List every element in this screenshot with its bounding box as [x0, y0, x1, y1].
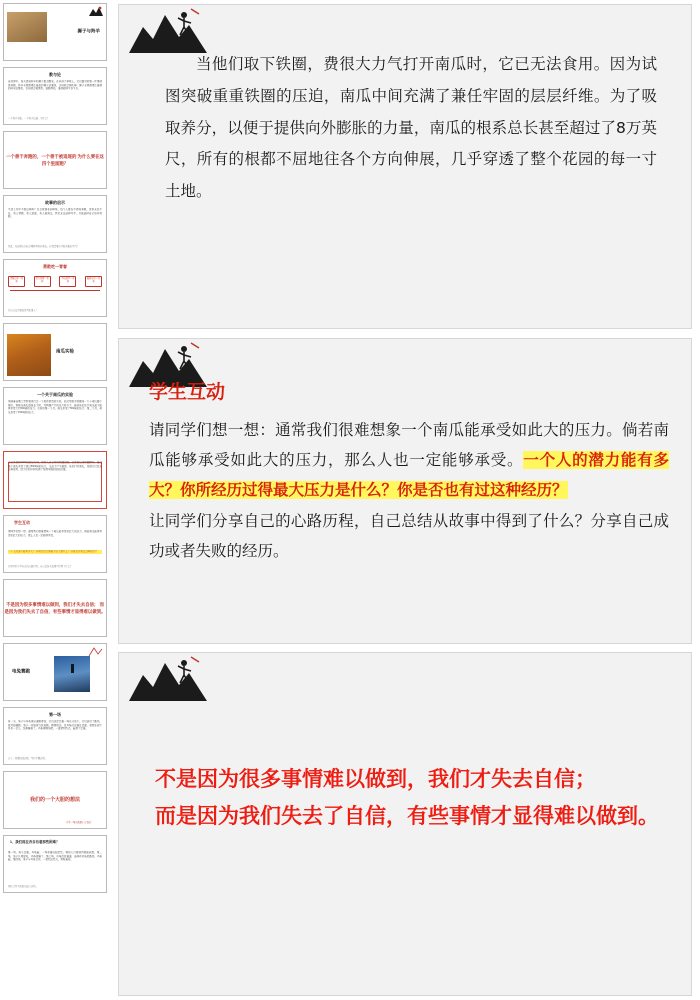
chip: 不负韶华一青春 — [59, 276, 76, 287]
list-item-title: 教与论 — [49, 72, 61, 77]
summit-photo-icon — [54, 656, 90, 692]
chip: 努力拼搏一青春 — [34, 276, 51, 287]
list-item-title: 一个关于南瓜的实验 — [37, 392, 73, 397]
list-item-body: 当它承受到2000磅的压力时，研究人员必须对铁圈加固，以免南瓜将铁圈撑开。最后整个南瓜承受了超过5000磅的压力，瓜皮才产生破裂。他们打开南瓜，发现它已经无法再食用，因为它的中间充满了坚韧牢固的层层纤维。 — [8, 461, 102, 472]
slide-thumbnail-rail[interactable] — [0, 0, 110, 1000]
list-item-title: 勇敢吃一青春 — [43, 264, 67, 269]
list-item[interactable] — [3, 515, 107, 573]
list-item-footer: 团队合作才能创造最大价值。 — [8, 885, 38, 888]
decoration-icon — [88, 5, 104, 17]
list-item-footer: 启示：骄傲轻敌必败，坚持不懈必胜。 — [8, 757, 48, 760]
slide-panel-3[interactable] — [118, 652, 692, 996]
slide-panel-1[interactable] — [118, 4, 692, 329]
list-item-body: 美国麻省理工学院曾进行过一个很有意思的实验，他们用很多铁圈将一个小南瓜整个箍住，观察当南瓜逐渐长大时，对铁圈产生的压力有多大。最初他们估计南瓜最大能够承受大约500磅的压力。实验的第一个月，南瓜承受了500磅的压力；第二个月，南瓜承受了1500磅的压力。 — [8, 400, 102, 414]
list-item-text: 我们的一个大胆的想法 — [29, 797, 80, 803]
list-item-body: 请同学们想一想：通常我们很难想象一个南瓜能承受如此大的压力。倘若南瓜能够承受如此大的压力，那么人也一定能够承受。 — [8, 530, 102, 537]
slide-panel-2[interactable] — [118, 338, 692, 644]
slide-highlighted-question: 一个人的潜力能有多大？你所经历过得最大压力是什么？你是否也有过这种经历？ — [149, 451, 669, 500]
list-item-footer: 让自己变得更加优秀和强大！ — [8, 309, 38, 312]
list-item-text: 不是因为很多事情难以做到，我们才失去自信； 而是因为我们失去了自信，有些事情才显得难以做到。 — [4, 601, 106, 614]
pumpkin-photo-icon — [7, 334, 51, 376]
list-item[interactable] — [3, 707, 107, 765]
slide-title: 学生互动 — [149, 381, 226, 403]
list-item[interactable] — [3, 771, 107, 829]
list-item-title: 学生互动 — [14, 520, 30, 525]
divider — [10, 290, 100, 291]
list-item-text: 一个善于奔跑的，一个善于被追逐的 为什么要在这四个里面跑？ — [6, 153, 104, 166]
list-item-body: 生活工作中不是这样吗？社会就像非洲草原，每个人都在不停地奔跑。竞争无处不在，有人领跑，有人追逐，有人被淘汰。我们无法选择对手，只能选择自己如何奔跑。 — [8, 208, 102, 219]
list-item[interactable] — [3, 195, 107, 253]
slide-line-2: 而是因为我们失去了自信，有些事情才显得难以做到。 — [155, 803, 659, 828]
decoration-icon — [88, 645, 104, 657]
slide-body-text: 当他们取下铁圈，费很大力气打开南瓜时，它已无法食用。因为试图突破重重铁圈的压迫，南瓜中间充满了兼任牢固的层层纤维。为了吸取养分，以便于提供向外膨胀的力量，南瓜的根系总长甚至超过了8万英尺，所有的根都不屈地往各个方向伸展，几乎穿透了整个花园的每一寸土地。 — [165, 55, 657, 201]
list-item-body: 自然界中，每天清晨羚羊和狮子都会醒来，在非洲大草原上，它们面对的第一件事就是奔跑。羚羊必须跑得比最快的狮子还要快，否则就会被吃掉；狮子必须跑得比最慢的羚羊还要快，否则就会被饿死。谁跑得快，谁就能够生存下去。 — [8, 80, 102, 91]
lion-photo-icon — [7, 12, 47, 42]
slide-line-1: 不是因为很多事情难以做到，我们才失去自信； — [155, 767, 596, 791]
list-item-footer: 一个善于奔跑，一个善于追逐，为什么？ — [8, 117, 50, 120]
slide-paragraph-2: 让同学们分享自己的心路历程，自己总结从故事中得到了什么？分享自己成功或者失败的经历。 — [149, 511, 669, 560]
list-item-footer: 因此，无论现在的你是哪种身份和角色，你都需要有不断奔跑的勇气！ — [8, 245, 80, 248]
chip: 砥砺前行一青春 — [85, 276, 102, 287]
list-item[interactable] — [3, 67, 107, 125]
list-item[interactable] — [3, 835, 107, 893]
list-item[interactable] — [3, 323, 107, 381]
list-item[interactable] — [3, 259, 107, 317]
list-item[interactable] — [3, 579, 107, 637]
list-item[interactable] — [3, 387, 107, 445]
list-item[interactable] — [3, 131, 107, 189]
list-item-body: 有一天，兔子与乌龟争论谁跑得快。它们决定比赛一场以分高下。它们选好了路线，就开始赛跑。兔子一开始就飞快地跑，跑得很远，见乌龟远远落在后面，就想在树下休息一会儿，结果睡着了。乌龟慢慢地爬，一直爬到终点，赢得了比赛。 — [8, 720, 102, 731]
slide-paragraph-1: 请同学们想一想：通常我们很难想象一个南瓜能承受如此大的压力。倘若南瓜能够承受如此大的压力，那么人也一定能够承受。 — [149, 421, 669, 470]
list-item-highlight: 一个人的潜力能有多大？你所经历过得最大压力是什么？你是否也有过这种经历？ — [8, 550, 102, 554]
list-item-title: 第一场 — [49, 712, 61, 717]
mountain-climber-decoration-icon — [129, 5, 207, 53]
slide-body-text — [155, 761, 663, 835]
list-item-label: 电兔赛跑 — [12, 668, 30, 674]
list-item-footer: 分享一场的故事启示我们 — [66, 821, 92, 824]
chip: 勇敢追梦一青春 — [8, 276, 25, 287]
slide-body-text — [149, 415, 669, 566]
mountain-climber-decoration-icon — [129, 653, 207, 701]
list-item-title: 1、我们现在各自有着那些困难？ — [10, 840, 60, 844]
list-item[interactable] — [3, 3, 107, 61]
list-item-title: 故事的启示 — [45, 200, 65, 205]
list-item[interactable] — [3, 643, 107, 701]
list-item-footer: 让同学们分享自己的心路历程，自己总结从故事中得到了什么？ — [8, 565, 73, 568]
list-item-body: 第一场，兔子比赛，乌龟赢；一场竞赛自始至终，慢的人只要坚持就能获胜。第二场，兔子认真起来，乌龟就输了。第三场，乌龟改变赛道，选择有河流的路线，乌龟赢。第四场，兔子与乌龟合作，一起到达终点，用时最短。 — [8, 851, 102, 862]
list-item-label: 狮子与羚羊 — [77, 28, 100, 34]
chip-group — [8, 276, 102, 287]
list-item[interactable] — [3, 451, 107, 509]
list-item-label: 南瓜实验 — [56, 348, 74, 354]
